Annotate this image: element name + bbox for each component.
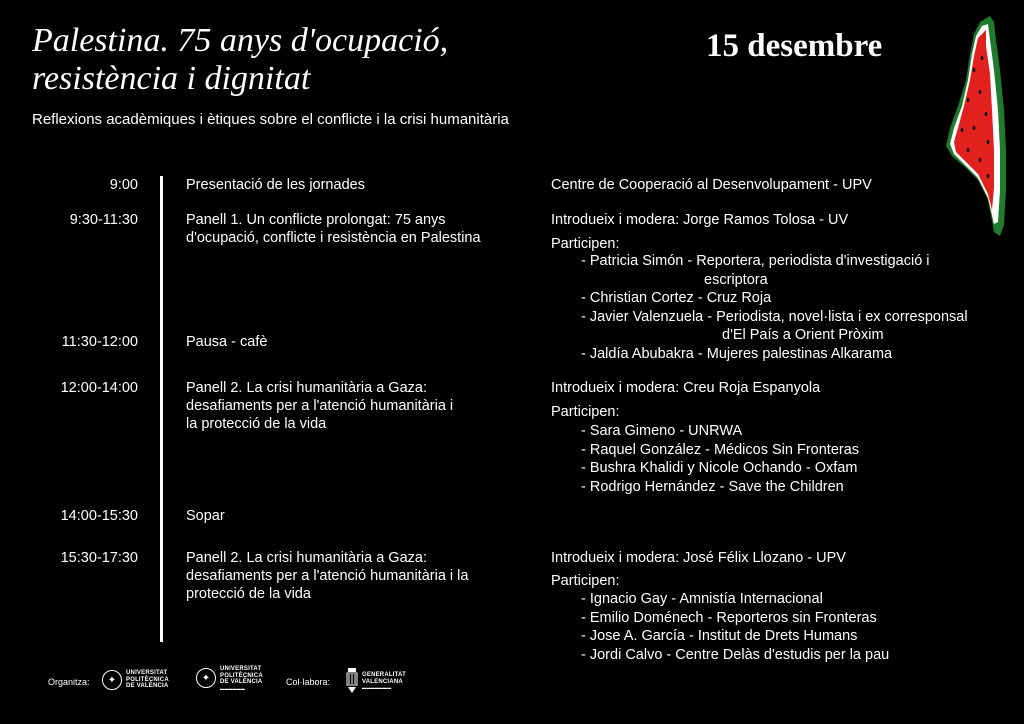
moderator-4: Introdueix i modera: Creu Roja Espanyola [551, 380, 821, 396]
participants-list-6 [581, 590, 889, 664]
session-6-line-1: Panell 2. La crisi humanitària a Gaza: [186, 550, 427, 566]
participants-label-2: Participen: [551, 236, 620, 252]
list-item: - Bushra Khalidi y Nicole Ochando - Oxfam [581, 460, 858, 476]
session-4-line-1: Panell 2. La crisi humanitària a Gaza: [186, 380, 427, 396]
session-5: Sopar [186, 508, 225, 524]
participants-list-4 [581, 422, 859, 496]
ccd-logo: ✦ UNIVERSITAT POLITÈCNICA DE VALÈNCIA ▬▬▬▬▬▬ [196, 666, 263, 691]
moderator-2: Introdueix i modera: Jorge Ramos Tolosa - UV [551, 212, 849, 228]
session-4 [186, 379, 526, 433]
gva-logo: GENERALITAT VALENCIANA ▬▬▬▬▬▬▬ [346, 668, 406, 694]
list-item-continuation: d'El País a Orient Pròxim [722, 327, 884, 343]
event-date: 15 desembre [706, 28, 883, 64]
list-item: - Javier Valenzuela - Periodista, novel·lista i ex corresponsal [581, 308, 968, 325]
moderator-6: Introdueix i modera: José Félix Llozano - UPV [551, 550, 846, 566]
list-item: - Sara Gimeno - UNRWA [581, 423, 743, 439]
timeline-divider [160, 176, 163, 642]
list-item: - Raquel González - Médicos Sin Fronteras [581, 441, 860, 458]
list-item: - Patricia Simón - Reportera, periodista d'investigació i [581, 253, 930, 269]
list-item-continuation: escriptora [704, 271, 768, 288]
list-item: - Rodrigo Hernández - Save the Children [581, 478, 844, 495]
session-2-line-1: Panell 1. Un conflicte prolongat: 75 anys [186, 212, 446, 228]
page-title [32, 22, 448, 98]
list-item: - Jordi Calvo - Centre Delàs d'estudis per la pau [581, 646, 890, 663]
title-line-2: resistència i dignitat [32, 60, 311, 97]
organiza-label: Organitza: [48, 677, 90, 687]
time-slot-3: 11:30-12:00 [61, 334, 138, 350]
session-6-line-2: desafiaments per a l'atenció humanitària i la [186, 568, 469, 584]
session-4-line-3: la protecció de la vida [186, 416, 327, 432]
session-6 [186, 549, 526, 603]
title-line-1: Palestina. 75 anys d'ocupació, [32, 22, 449, 59]
participants-list-2 [581, 252, 968, 363]
upv-seal-icon: ✦ [102, 670, 122, 690]
list-item: - Jaldía Abubakra - Mujeres palestinas Alkarama [581, 345, 893, 362]
ccd-seal-icon: ✦ [196, 668, 216, 688]
gva-crest-icon [346, 668, 358, 694]
list-item: - Ignacio Gay - Amnistía Internacional [581, 591, 823, 607]
time-slot-6: 15:30-17:30 [60, 550, 138, 566]
subtitle: Reflexions acadèmiques i ètiques sobre el conflicte i la crisi humanitària [32, 111, 509, 128]
list-item: - Emilio Doménech - Reporteros sin Fronteras [581, 609, 877, 626]
session-2 [186, 211, 526, 247]
session-4-line-2: desafiaments per a l'atenció humanitària i [186, 398, 454, 414]
session-1: Presentació de les jornades [186, 177, 365, 193]
participants-label-4: Participen: [551, 404, 620, 420]
watermelon-map-icon [944, 10, 1008, 240]
time-slot-5: 14:00-15:30 [60, 508, 138, 524]
list-item: - Jose A. García - Institut de Drets Humans [581, 628, 858, 644]
list-item: - Christian Cortez - Cruz Roja [581, 290, 772, 306]
time-slot-2: 9:30-11:30 [69, 212, 138, 228]
session-6-line-3: protecció de la vida [186, 586, 311, 602]
participants-label-6: Participen: [551, 573, 620, 589]
collabora-label: Col·labora: [286, 677, 331, 687]
session-3: Pausa - cafè [186, 334, 268, 350]
upv-logo: ✦ UNIVERSITAT POLITÈCNICA DE VALÈNCIA [102, 670, 169, 690]
organizer-1: Centre de Cooperació al Desenvolupament - UPV [551, 177, 872, 193]
time-slot-1: 9:00 [109, 177, 138, 193]
session-2-line-2: d'ocupació, conflicte i resistència en Palestina [186, 230, 481, 246]
time-slot-4: 12:00-14:00 [60, 380, 138, 396]
